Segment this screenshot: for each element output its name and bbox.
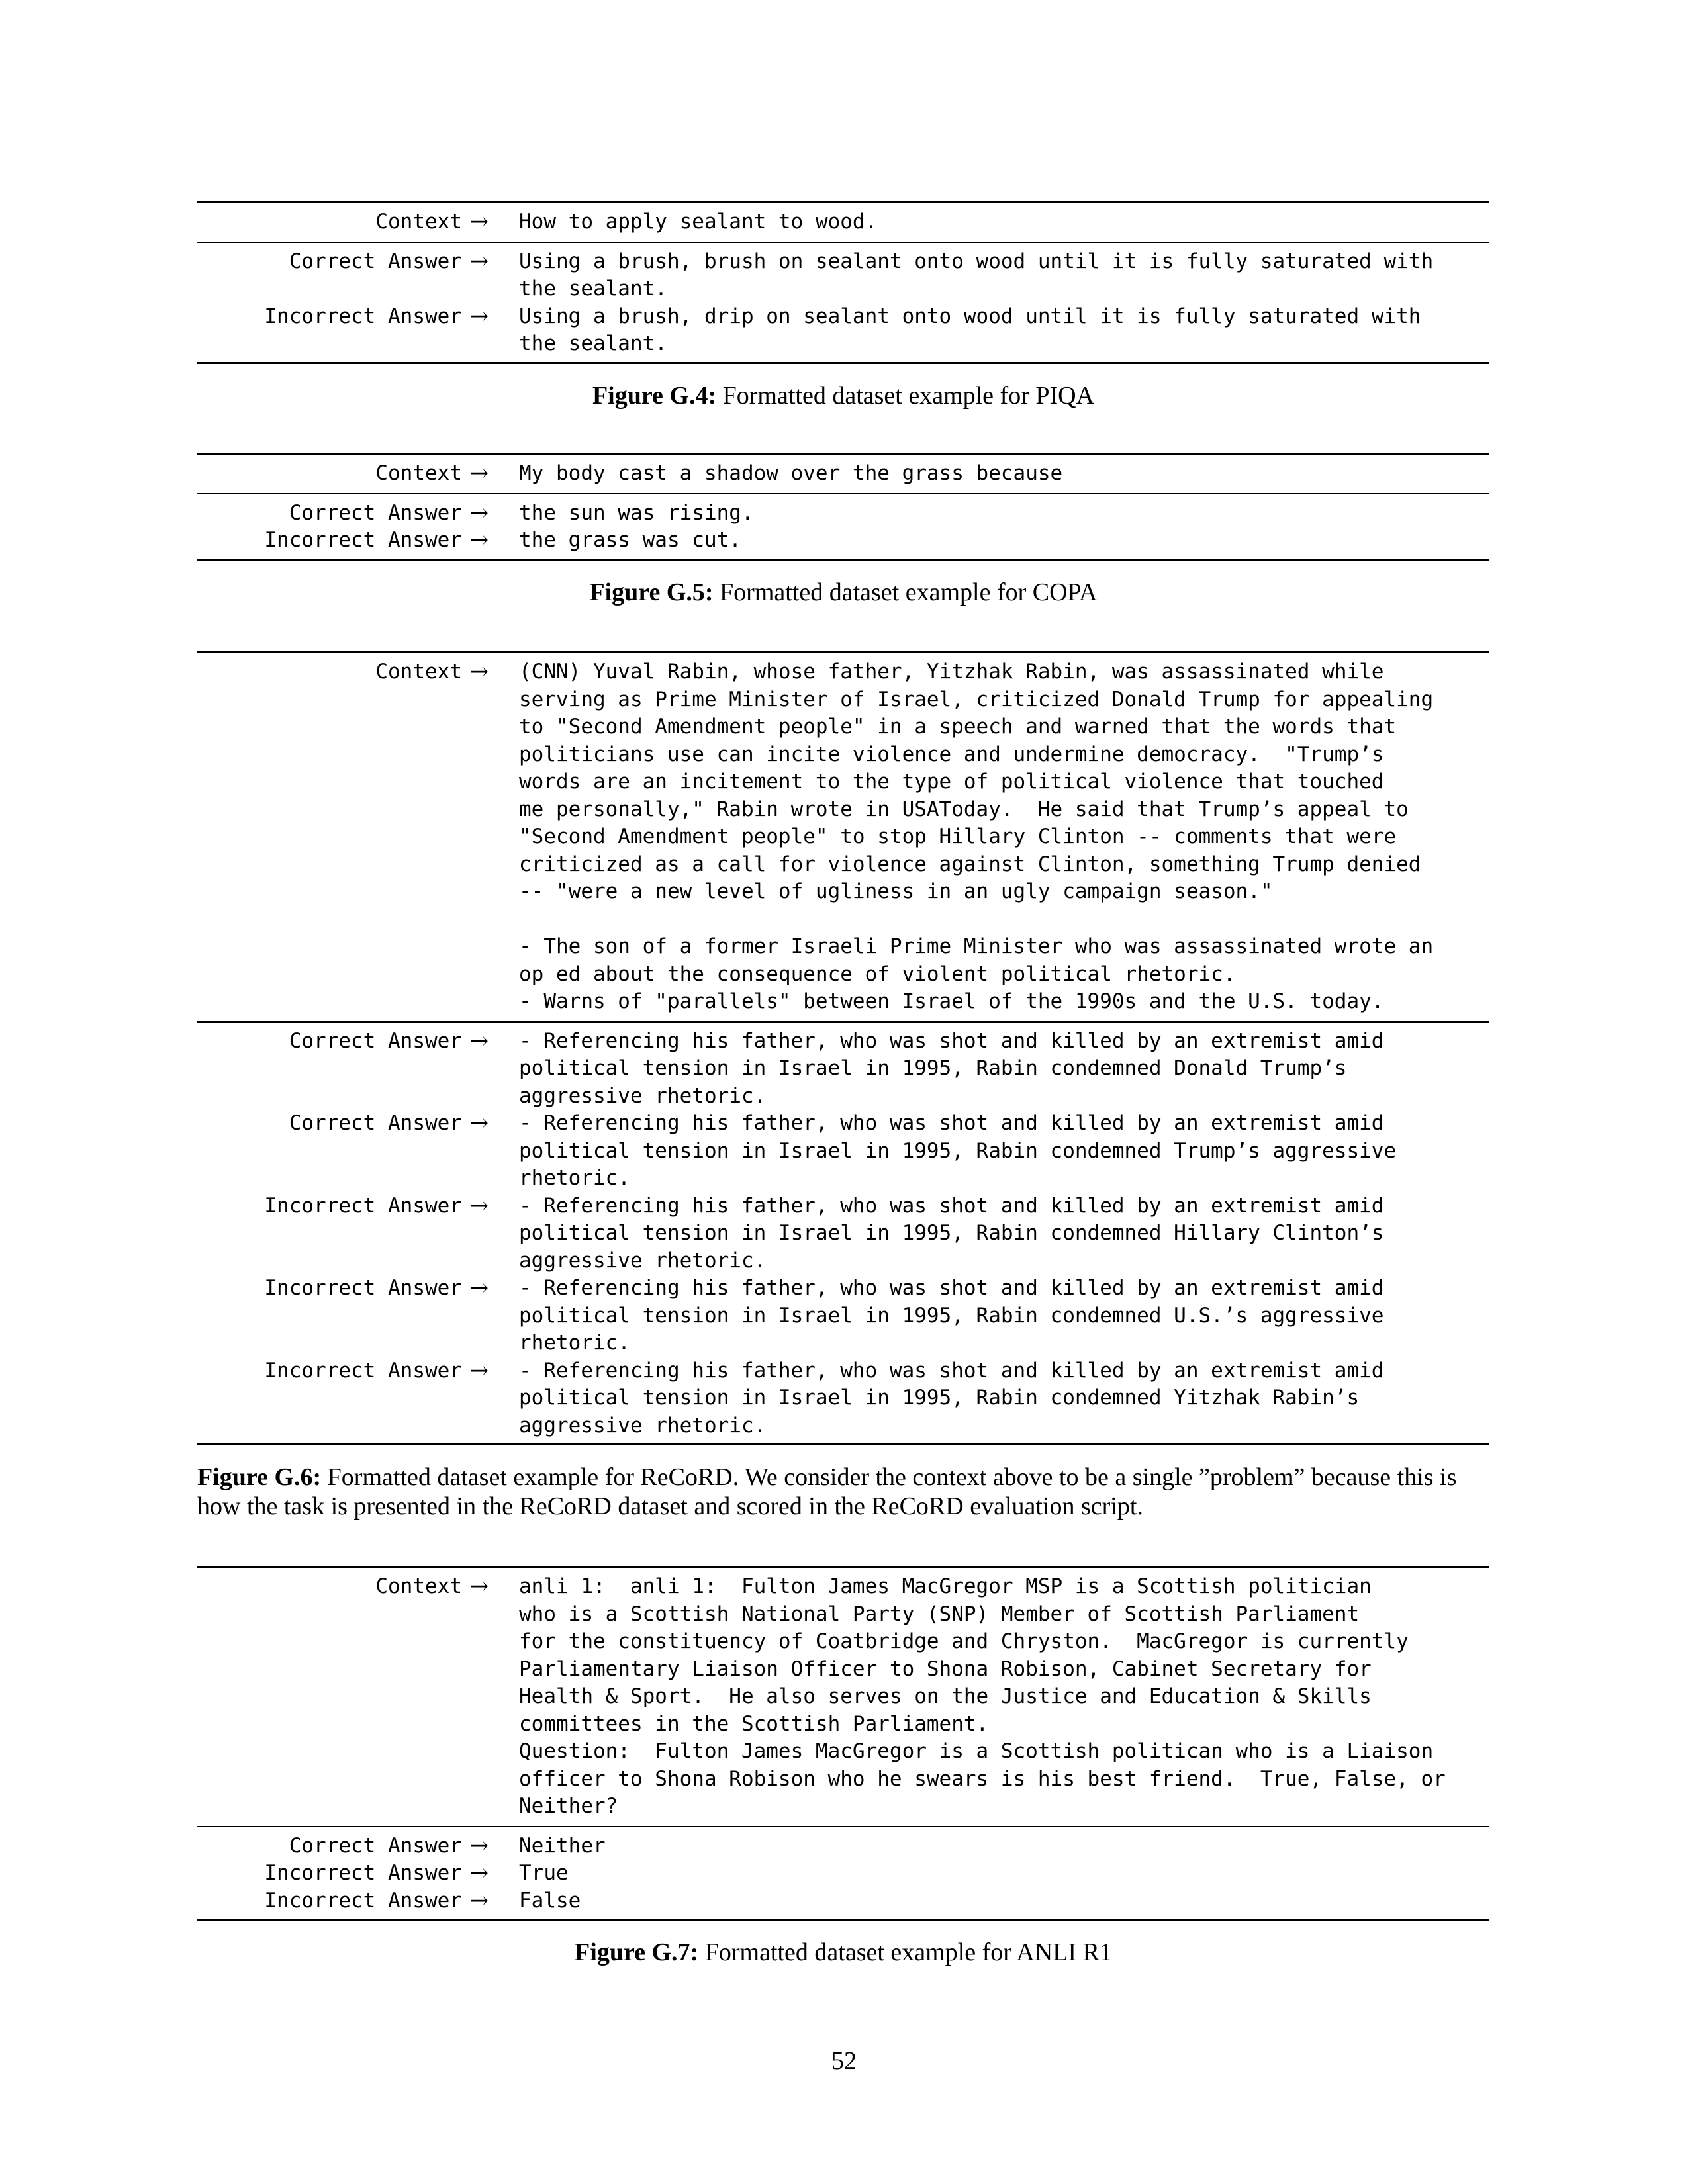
example-table	[197, 651, 1489, 1445]
context-row	[197, 1573, 1489, 1821]
example-table	[197, 1566, 1489, 1921]
answer-row	[197, 1275, 1489, 1357]
answer-text: - Referencing his father, who was shot and killed by an extremist amid political tension in Israel in 1995, Rabin condemned Hillary Clinton’s aggressive rhetoric.	[519, 1193, 1384, 1273]
answer-label: Incorrect Answer	[264, 528, 462, 552]
context-text: How to apply sealant to wood.	[519, 210, 878, 234]
context-section	[197, 203, 1489, 243]
caption-label: Figure G.7:	[575, 1938, 699, 1966]
figure-caption	[197, 1463, 1489, 1521]
context-text: My body cast a shadow over the grass because	[519, 461, 1063, 485]
figure-copa	[197, 453, 1489, 607]
arrow-icon: →	[469, 499, 489, 526]
arrow-icon: →	[469, 659, 489, 685]
answer-text: - Referencing his father, who was shot and killed by an extremist amid political tension in Israel in 1995, Rabin condemned Yitzhak Rabin’s aggressive rhetoric.	[519, 1358, 1384, 1437]
arrow-icon: →	[469, 527, 489, 553]
answer-label: Incorrect Answer	[264, 1861, 462, 1885]
arrow-icon: →	[469, 1357, 489, 1384]
arrow-icon: →	[469, 208, 489, 235]
answer-text: Using a brush, drip on sealant onto wood until it is fully saturated with the sealant.	[519, 304, 1421, 355]
page-number: 52	[831, 2047, 857, 2075]
context-label: Context	[375, 1574, 462, 1598]
context-text: (CNN) Yuval Rabin, whose father, Yitzhak Rabin, was assassinated while serving as Prime Minister of Israel, criticized Donald Trump for appealing to "Second Amendment people" in a speech and warned that the words that politicians use can incite violence and undermine democracy. "Trump’s words are an incitement to the type of political violence that touched me personally," Rabin wrote in USAToday. He said that Trump’s appeal to "Second Amendment people" to stop Hillary Clinton -- comments that were criticized as a call for violence against Clinton, something Trump denied -- "were a new level of ugliness in an ugly campaign season." - The son of a former Israeli Prime Minister who was assassinated wrote an op ed about the consequence of violent political rhetoric. - Warns of "parallels" between Israel of the 1990s and the U.S. today.	[519, 660, 1434, 1013]
answer-row	[197, 527, 1489, 555]
caption-label: Figure G.4:	[592, 381, 717, 410]
answer-label: Correct Answer	[289, 249, 462, 273]
answer-label: Correct Answer	[289, 1111, 462, 1135]
caption-label: Figure G.6:	[197, 1463, 322, 1491]
answer-text: - Referencing his father, who was shot and killed by an extremist amid political tension in Israel in 1995, Rabin condemned Donald Trump’s aggressive rhetoric.	[519, 1028, 1384, 1108]
answer-text: the grass was cut.	[519, 528, 741, 552]
arrow-icon: →	[469, 1860, 489, 1886]
answer-label: Incorrect Answer	[264, 1888, 462, 1913]
answer-row	[197, 303, 1489, 358]
arrow-icon: →	[469, 1887, 489, 1914]
answer-row	[197, 1860, 1489, 1888]
answer-text: Using a brush, brush on sealant onto wood until it is fully saturated with the sealant.	[519, 249, 1434, 300]
answer-label: Incorrect Answer	[264, 1358, 462, 1383]
context-row	[197, 460, 1489, 488]
arrow-icon: →	[469, 1192, 489, 1219]
answer-label: Incorrect Answer	[264, 304, 462, 328]
context-section	[197, 1568, 1489, 1827]
answers-section	[197, 243, 1489, 362]
figure-caption	[197, 1938, 1489, 1967]
answer-label: Correct Answer	[289, 1028, 462, 1053]
context-section	[197, 455, 1489, 494]
caption-text: Formatted dataset example for PIQA	[716, 381, 1095, 410]
answer-text: False	[519, 1888, 581, 1913]
caption-text: Formatted dataset example for COPA	[713, 578, 1098, 606]
caption-text: Formatted dataset example for ANLI R1	[698, 1938, 1112, 1966]
answer-row	[197, 1028, 1489, 1111]
answer-row	[197, 1888, 1489, 1915]
figure-caption	[197, 381, 1489, 410]
answers-section	[197, 494, 1489, 559]
context-row	[197, 208, 1489, 236]
answer-text: Neither	[519, 1833, 606, 1858]
arrow-icon: →	[469, 1027, 489, 1054]
caption-label: Figure G.5:	[589, 578, 714, 606]
answer-row	[197, 500, 1489, 527]
answer-row	[197, 1357, 1489, 1440]
answer-row	[197, 1193, 1489, 1275]
arrow-icon: →	[469, 302, 489, 330]
figure-caption	[197, 578, 1489, 607]
context-text: anli 1: anli 1: Fulton James MacGregor MSP is a Scottish politician who is a Scottish National Party (SNP) Member of Scottish Parliament for the constituency of Coatbridge and Chryston. MacGregor is currently Parliamentary Liaison Officer to Shona Robison, Cabinet Secretary for Health & Sport. He also serves on the Justice and Education & Skills committees in the Scottish Parliament. Question: Fulton James MacGregor is a Scottish politican who is a Liaison officer to Shona Robison who he swears is his best friend. True, False, or Neither?	[519, 1574, 1446, 1818]
answer-row	[197, 1110, 1489, 1193]
arrow-icon: →	[469, 248, 489, 275]
figure-anli	[197, 1566, 1489, 1967]
arrow-icon: →	[469, 1832, 489, 1859]
answer-text: - Referencing his father, who was shot and killed by an extremist amid political tension in Israel in 1995, Rabin condemned Trump’s aggressive rhetoric.	[519, 1111, 1397, 1190]
answer-row	[197, 1833, 1489, 1860]
answer-label: Correct Answer	[289, 500, 462, 525]
answer-text: - Referencing his father, who was shot and killed by an extremist amid political tension in Israel in 1995, Rabin condemned U.S.’s aggressive rhetoric.	[519, 1276, 1384, 1355]
arrow-icon: →	[469, 1573, 489, 1600]
answer-label: Incorrect Answer	[264, 1276, 462, 1300]
answers-section	[197, 1827, 1489, 1919]
context-section	[197, 653, 1489, 1023]
context-row	[197, 659, 1489, 1016]
example-table	[197, 201, 1489, 364]
example-table	[197, 453, 1489, 561]
arrow-icon: →	[469, 1110, 489, 1136]
figure-record	[197, 651, 1489, 1521]
answer-row	[197, 248, 1489, 303]
context-label: Context	[375, 660, 462, 684]
caption-text: Formatted dataset example for ReCoRD. We consider the context above to be a single ”problem” because this is how the task is presented in the ReCoRD dataset and scored in the ReCoRD evaluation script.	[197, 1463, 1457, 1520]
context-label: Context	[375, 461, 462, 485]
context-label: Context	[375, 210, 462, 234]
answer-label: Incorrect Answer	[264, 1193, 462, 1218]
answer-text: the sun was rising.	[519, 500, 754, 525]
arrow-icon: →	[469, 460, 489, 486]
answer-label: Correct Answer	[289, 1833, 462, 1858]
figure-piqa	[197, 201, 1489, 410]
answer-text: True	[519, 1861, 569, 1885]
arrow-icon: →	[469, 1275, 489, 1301]
answers-section	[197, 1023, 1489, 1444]
